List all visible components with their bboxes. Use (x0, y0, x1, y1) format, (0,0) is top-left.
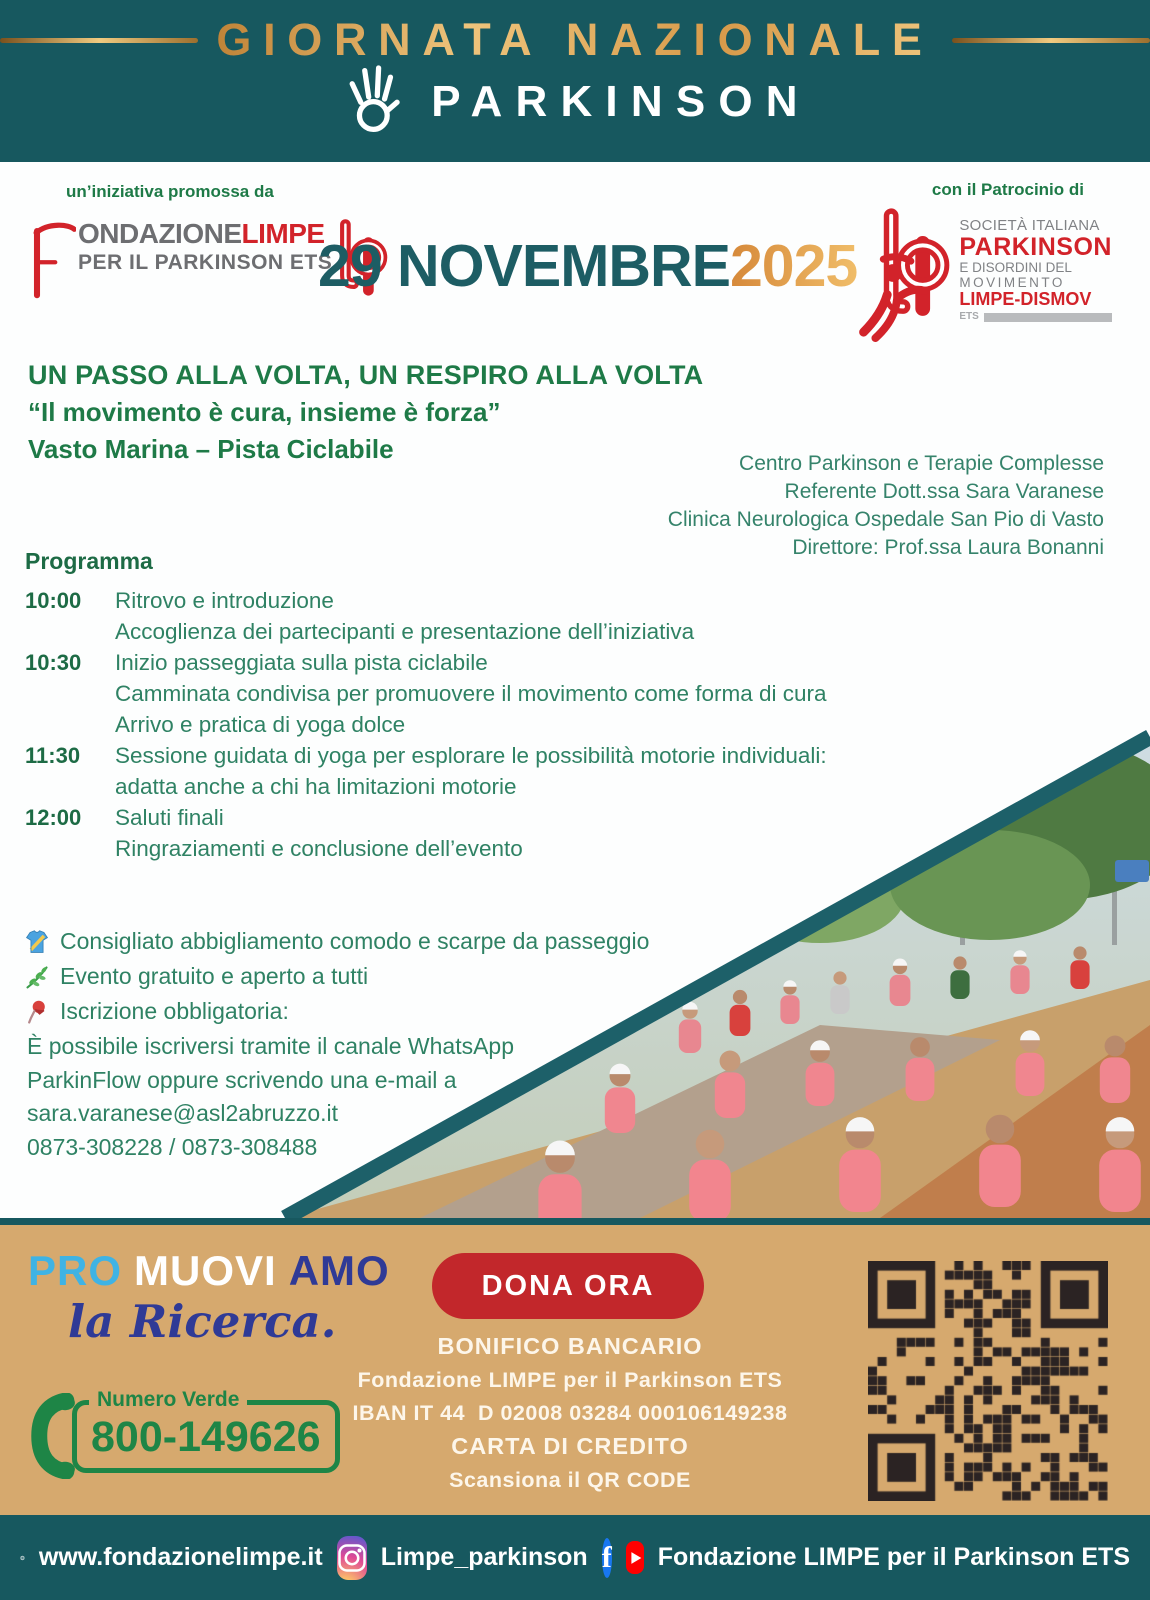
promuoviamo-amo: AMO (288, 1247, 390, 1294)
program-row (25, 619, 827, 650)
limpe-wordmark-subtitle: PER IL PARKINSON ETS (78, 251, 333, 274)
globe-icon (20, 1539, 25, 1577)
poster-title: GIORNATA NAZIONALE (216, 14, 934, 65)
poster-subtitle: PARKINSON (431, 76, 811, 126)
program-time: 10:00 (25, 588, 82, 613)
program-row (25, 588, 827, 619)
website-link[interactable]: www.fondazionelimpe.it (38, 1543, 323, 1571)
running-shirt-icon (24, 929, 50, 955)
headline-quote: “Il movimento è cura, insieme è forza” (28, 397, 501, 428)
hand-icon (339, 62, 405, 141)
registration-line: ParkinFlow oppure scrivendo una e-mail a (27, 1066, 457, 1093)
promuoviamo-script: la Ricerca. (68, 1295, 337, 1348)
event-date-year: 2025 (729, 233, 858, 299)
sip-line-2: PARKINSON (959, 233, 1112, 262)
youtube-icon[interactable] (626, 1541, 644, 1574)
limpe-dismov-logo (853, 204, 1112, 342)
patronage-label: con il Patrocinio di (931, 180, 1084, 199)
program-title: Programma (25, 548, 153, 574)
contact-line: Direttore: Prof.ssa Laura Bonanni (792, 535, 1104, 559)
numero-verde-label: Numero Verde (89, 1388, 247, 1412)
bank-detail-line: BONIFICO BANCARIO (437, 1333, 703, 1359)
registration-line: È possibile iscriversi tramite il canale WhatsApp (27, 1033, 515, 1059)
contact-line: Referente Dott.ssa Sara Varanese (784, 479, 1104, 503)
promuoviamo-wordmark (28, 1247, 390, 1295)
program-time: 11:30 (25, 743, 81, 768)
bank-detail-line: Fondazione LIMPE per il Parkinson ETS (357, 1368, 783, 1393)
bank-detail-line: IBAN IT 44 D 02008 03284 000106149238 (352, 1400, 788, 1425)
sip-line-6: ETS (959, 310, 979, 322)
program-description: Accoglienza dei partecipanti e presentazione dell’iniziativa (115, 619, 695, 644)
program-description: Saluti finali (115, 805, 224, 830)
gold-divider-left (0, 38, 198, 43)
numero-verde-box (72, 1387, 340, 1473)
limpe-wordmark-limpe: LIMPE (241, 218, 325, 249)
contact-line: Centro Parkinson e Terapie Complesse (739, 452, 1104, 475)
bank-detail-line: Scansiona il QR CODE (449, 1468, 691, 1492)
note-text: Consigliato abbigliamento comodo e scarpe da passeggio (60, 928, 650, 954)
program-time: 12:00 (25, 805, 82, 830)
gold-divider-right (952, 38, 1150, 43)
promuoviamo-pro: PRO (28, 1247, 123, 1294)
facebook-icon[interactable]: f (602, 1538, 612, 1578)
headline-block (28, 356, 703, 468)
qr-code (868, 1261, 1108, 1506)
program-description: adatta anche a chi ha limitazioni motorie (115, 774, 517, 799)
sip-line-3: E DISORDINI DEL (959, 260, 1072, 276)
sip-line-1: SOCIETÀ ITALIANA (959, 217, 1100, 234)
note-text: Iscrizione obbligatoria: (60, 998, 289, 1024)
bank-details (300, 1329, 840, 1496)
sip-line-5: LIMPE-DISMOV (959, 289, 1092, 310)
program-description: Camminata condivisa per promuovere il movimento come forma di cura (115, 681, 827, 706)
sip-bar (984, 313, 1112, 322)
event-date (318, 232, 857, 300)
instagram-handle[interactable]: Limpe_parkinson (380, 1543, 588, 1571)
footer-bar (0, 1515, 1150, 1600)
contact-block (668, 450, 1104, 562)
headline-location: Vasto Marina – Pista Ciclabile (28, 434, 394, 465)
registration-line: 0873-308228 / 0873-308488 (27, 1133, 318, 1160)
numero-verde (28, 1387, 340, 1479)
limpe-f-glyph (24, 218, 76, 310)
program-row (25, 650, 827, 681)
header-banner (0, 0, 1150, 162)
registration-line: sara.varanese@asl2abruzzo.it (27, 1100, 339, 1127)
event-photo (260, 725, 1150, 1218)
sip-line-4: MOVIMENTO (959, 274, 1065, 290)
instagram-icon[interactable] (337, 1536, 367, 1580)
contact-line: Clinica Neurologica Ospedale San Pio di Vasto (667, 507, 1104, 531)
pushpin-icon (24, 999, 50, 1025)
headline-main: UN PASSO ALLA VOLTA, UN RESPIRO ALLA VOLTA (28, 360, 704, 390)
dona-ora-button[interactable]: DONA ORA (432, 1253, 704, 1319)
promoter-label: un’iniziativa promossa da (66, 182, 274, 201)
note-text: Evento gratuito e aperto a tutti (60, 963, 369, 989)
program-row (25, 681, 827, 712)
limpe-dismov-mark (853, 204, 953, 342)
numero-verde-number: 800-149626 (91, 1412, 321, 1461)
program-time: 10:30 (25, 650, 82, 675)
promuoviamo-muovi: MUOVI (134, 1247, 277, 1294)
event-date-daymonth: 29 NOVEMBRE (318, 233, 730, 299)
bank-detail-line: CARTA DI CREDITO (451, 1432, 689, 1459)
herb-icon (24, 964, 50, 990)
limpe-wordmark-fondazione: ONDAZIONE (78, 218, 242, 249)
program-description: Ringraziamenti e conclusione dell’evento (115, 836, 523, 861)
program-description: Ritrovo e introduzione (115, 588, 334, 613)
program-description: Sessione guidata di yoga per esplorare le possibilità motorie individuali: (115, 743, 827, 768)
program-description: Inizio passeggiata sulla pista ciclabile (115, 650, 488, 675)
donation-section (0, 1218, 1150, 1515)
social-page-name[interactable]: Fondazione LIMPE per il Parkinson ETS (657, 1543, 1130, 1571)
program-description: Arrivo e pratica di yoga dolce (115, 712, 406, 737)
